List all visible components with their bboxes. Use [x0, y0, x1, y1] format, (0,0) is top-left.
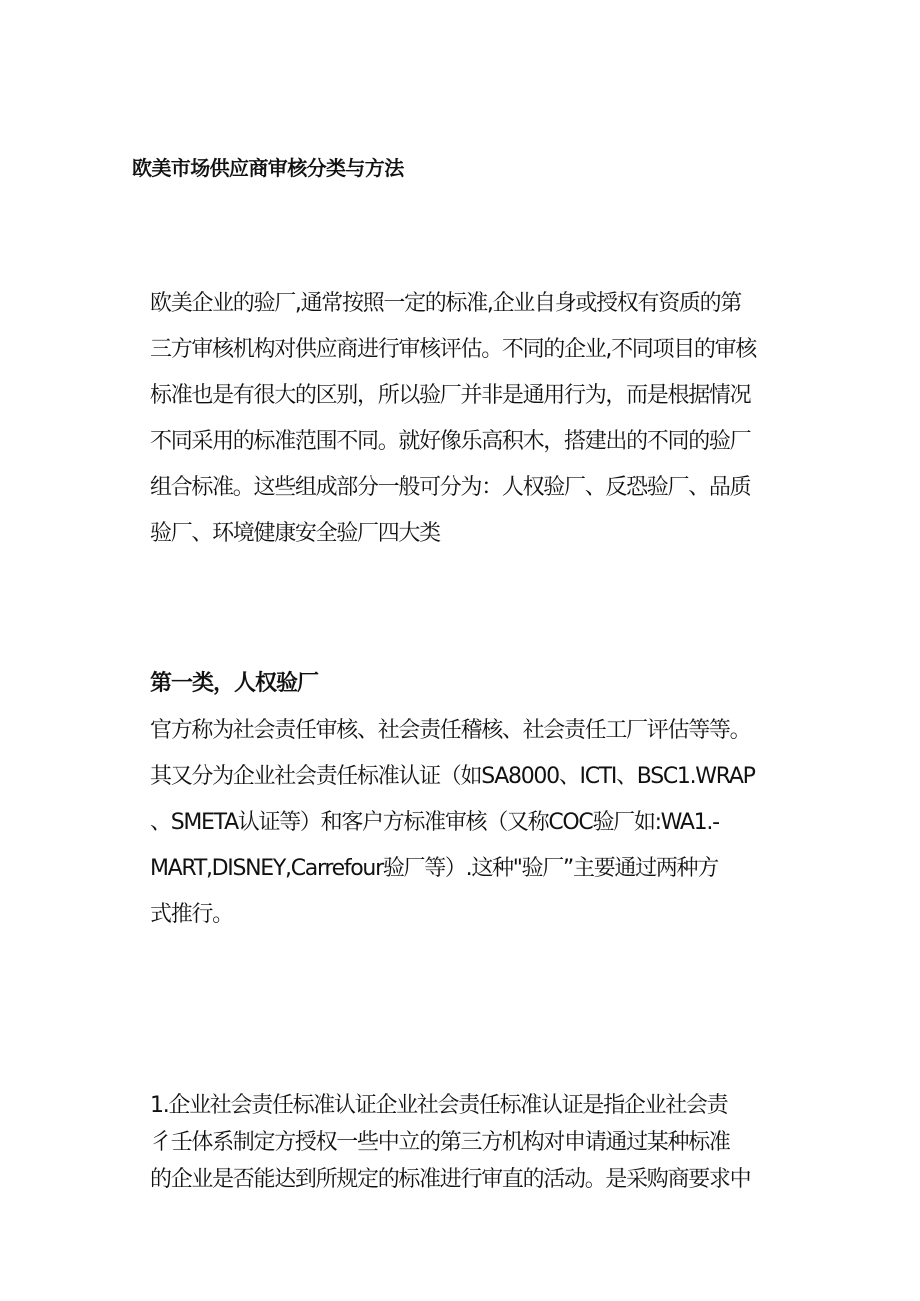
paragraph-line: 组合标准。这些组成部分一般可分为：人权验厂、反恐验厂、品质 — [150, 475, 751, 500]
paragraph-line: 1.企业社会责任标准认证企业社会责任标准认证是指企业社会责 — [150, 1093, 728, 1118]
paragraph-line: 、SMETA认证等）和客户方标准审核（又称COC验厂如:WA1.- — [150, 810, 719, 835]
intro-paragraph — [150, 281, 756, 557]
subsection-paragraph — [150, 1087, 750, 1198]
document-title: 欧美市场供应商审核分类与方法 — [132, 156, 404, 180]
paragraph-line: 标准也是有很大的区别，所以验厂并非是通用行为，而是根据情况 — [150, 383, 751, 408]
paragraph-line: 欧美企业的验厂,通常按照一定的标准,企业自身或授权有资质的第 — [150, 291, 741, 316]
paragraph-line: MART,DISNEY,Carrefour验厂等）.这种"验厂”主要通过两种方 — [150, 856, 718, 881]
paragraph-line: 式推行。 — [150, 902, 233, 927]
paragraph-line: 的企业是否能达到所规定的标准进行审直的活动。是采购商要求中 — [150, 1167, 751, 1192]
paragraph-line: 官方称为社会责任审核、社会责任稽核、社会责任工厂评估等等。 — [150, 718, 751, 743]
section-paragraph — [150, 708, 755, 938]
paragraph-line: 验厂、环境健康安全验厂四大类 — [150, 521, 440, 546]
paragraph-line: 三方审核机构对供应商进行审核评估。不同的企业,不同项目的审核 — [150, 337, 756, 362]
paragraph-line: 其又分为企业社会责任标准认证（如SA8000、ICTI、BSC1.WRAP — [150, 764, 755, 789]
paragraph-line: 彳壬体系制定方授权一些中立的第三方机构对申请通过某种标准 — [150, 1130, 730, 1155]
section-heading: 第一类，人权验厂 — [150, 671, 319, 696]
paragraph-line: 不同采用的标准范围不同。就好像乐高积木，搭建出的不同的验厂 — [150, 429, 751, 454]
